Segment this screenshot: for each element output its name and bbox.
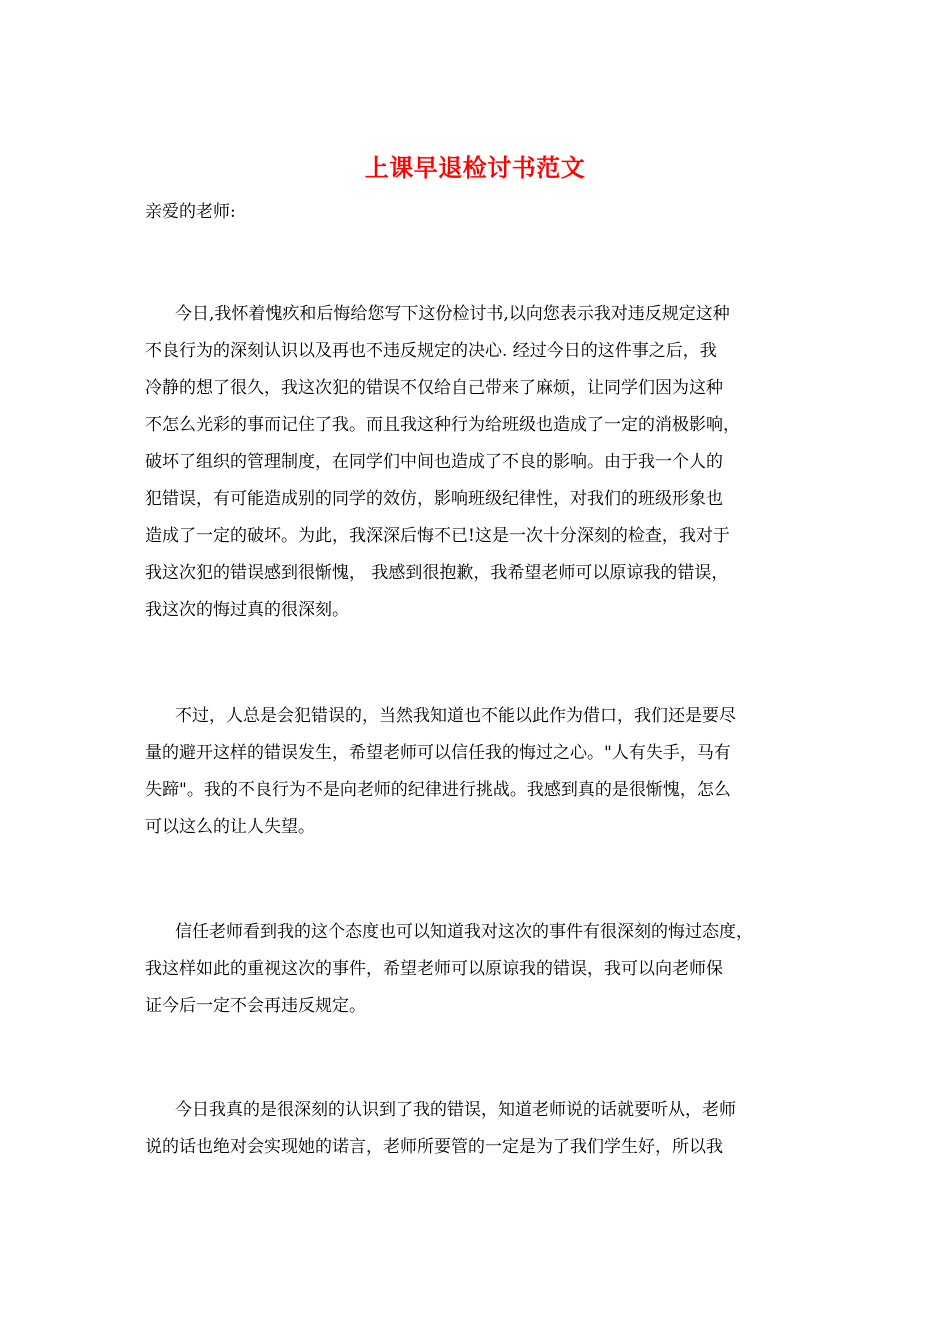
paragraph-line: 造成了一定的破坏。为此，我深深后悔不已!这是一次十分深刻的检查，我对于 <box>145 526 730 546</box>
paragraph-line: 我这次的悔过真的很深刻。 <box>145 600 349 620</box>
paragraph-line: 犯错误，有可能造成别的同学的效仿，影响班级纪律性，对我们的班级形象也 <box>145 489 723 509</box>
paragraph-line: 不怎么光彩的事而记住了我。而且我这种行为给班级也造成了一定的消极影响， <box>145 415 740 435</box>
paragraph-line: 证今后一定不会再违反规定。 <box>145 996 366 1016</box>
document-title: 上课早退检讨书范文 <box>364 153 586 182</box>
paragraph-line: 破坏了组织的管理制度，在同学们中间也造成了不良的影响。由于我一个人的 <box>145 452 723 472</box>
paragraph-line: 不过，人总是会犯错误的，当然我知道也不能以此作为借口，我们还是要尽 <box>175 706 736 726</box>
paragraph-line: 我这样如此的重视这次的事件，希望老师可以原谅我的错误，我可以向老师保 <box>145 959 723 979</box>
paragraph-line: 可以这么的让人失望。 <box>145 817 315 837</box>
paragraph-line: 今日我真的是很深刻的认识到了我的错误，知道老师说的话就要听从，老师 <box>175 1100 736 1120</box>
paragraph-line: 量的避开这样的错误发生，希望老师可以信任我的悔过之心。"人有失手，马有 <box>145 743 731 763</box>
paragraph-line: 信任老师看到我的这个态度也可以知道我对这次的事件有很深刻的悔过态度， <box>175 922 753 942</box>
paragraph-line: 说的话也绝对会实现她的诺言，老师所要管的一定是为了我们学生好，所以我 <box>145 1137 723 1157</box>
paragraph-2 <box>145 702 810 850</box>
paragraph-line: 不良行为的深刻认识以及再也不违反规定的决心. 经过今日的这件事之后，我 <box>145 341 717 361</box>
paragraph-line: 我这次犯的错误感到很惭愧， 我感到很抱歉，我希望老师可以原谅我的错误， <box>145 563 729 583</box>
paragraph-line: 今日,我怀着愧疚和后悔给您写下这份检讨书,以向您表示我对违反规定这种 <box>175 304 730 324</box>
paragraph-4 <box>145 1096 810 1170</box>
paragraph-1 <box>145 300 810 633</box>
paragraph-line: 失蹄"。我的不良行为不是向老师的纪律进行挑战。我感到真的是很惭愧，怎么 <box>145 780 731 800</box>
salutation: 亲爱的老师: <box>145 202 236 222</box>
paragraph-line: 冷静的想了很久，我这次犯的错误不仅给自己带来了麻烦，让同学们因为这种 <box>145 378 723 398</box>
paragraph-3 <box>145 918 810 1029</box>
